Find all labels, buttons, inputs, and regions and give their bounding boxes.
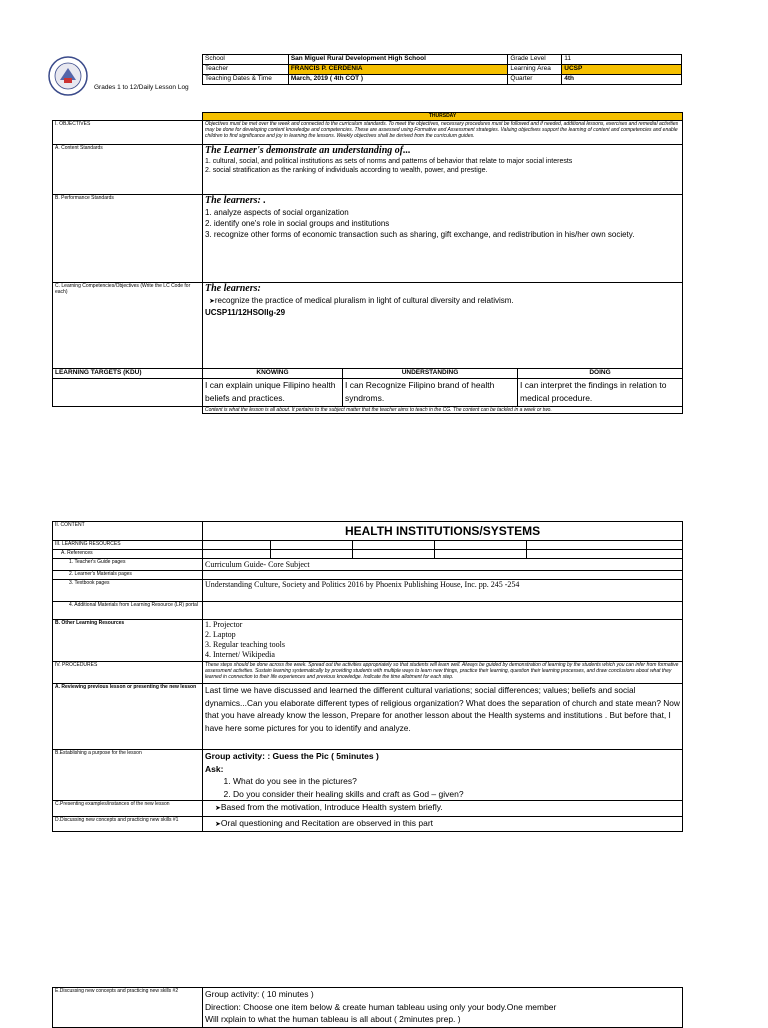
competencies-cell	[203, 283, 683, 369]
step-b-ask: Ask:	[205, 763, 224, 774]
competencies-heading: The learners:	[205, 283, 261, 294]
step-d-label: D.Discussing new concepts and practicing new skills #1	[53, 816, 203, 832]
log-title: Grades 1 to 12/Daily Lesson Log	[94, 84, 189, 91]
other-resource-item: 4. Internet/ Wikipedia	[205, 650, 275, 659]
other-resource-item: 2. Laptop	[205, 630, 236, 639]
step-b-label: B.Establishing a purpose for the lesson	[53, 750, 203, 801]
content-label: II. CONTENT	[53, 522, 203, 541]
knowing-header: KNOWING	[203, 369, 343, 379]
additional-materials-label: 4. Additional Materials from Learning Resource (LR) portal	[53, 602, 203, 620]
performance-standards-cell	[203, 195, 683, 283]
step-e-direction-cont: Will rxplain to what the human tableau is all about ( 2minutes prep. )	[205, 1014, 461, 1024]
tg-value: Curriculum Guide- Core Subject	[203, 559, 683, 571]
resources-label: III. LEARNING RESOURCES	[53, 541, 203, 550]
performance-item: 1. analyze aspects of social organization	[205, 208, 349, 217]
area-value: UCSP	[562, 65, 682, 75]
performance-item: 2. identify one's role in social groups and institutions	[205, 219, 390, 228]
step-b-question: 2. Do you consider their healing skills and craft as God – given?	[233, 788, 680, 801]
objectives-table	[52, 112, 683, 414]
procedures-note: These steps should be done across the week. Spread out the activities appropriately so that students will learn well. Always be guided by demonstration of learning by the students which you can infer from formative assessment activities. Sustain learning systematically by providing students with multiple ways to learn new things, practice their learning, question their learning processes, and draw conclusions about what they learned in connection to their life experiences and previous knowledge. Indicate the time allotment for each step.	[203, 662, 683, 684]
step-c-label: C.Presenting examples/instances of the new lesson	[53, 801, 203, 817]
step-e-label: E.Discussing new concepts and practicing new skills #2	[53, 988, 203, 1028]
tg-label: 1. Teacher's Guide pages	[53, 559, 203, 571]
step-b-cell	[203, 750, 683, 801]
grade-label: Grade Level	[508, 55, 562, 65]
step-e-cell	[203, 988, 683, 1028]
performance-standards-label: B. Performance Standards	[53, 195, 203, 283]
content-standards-heading: The Learner's demonstrate an understanding of...	[205, 145, 411, 156]
deped-seal	[48, 56, 88, 96]
competencies-label: C. Learning Competencies/Objectives (Write the LC Code for each)	[53, 283, 203, 369]
other-resources-cell	[203, 620, 683, 662]
quarter-label: Quarter	[508, 75, 562, 85]
school-label: School	[203, 55, 289, 65]
step-b-question: 1. What do you see in the pictures?	[233, 775, 680, 788]
content-standard-item: 1. cultural, social, and political institutions as sets of norms and patterns of behavior that relate to major social interests	[205, 158, 573, 165]
quarter-value: 4th	[562, 75, 682, 85]
lm-label: 2. Learner's Materials pages	[53, 571, 203, 580]
step-a-label: A. Reviewing previous lesson or presenting the new lesson	[53, 684, 203, 750]
teacher-value: FRANCIS P. CERDENIA	[288, 65, 508, 75]
tb-label: 3. Textbook pages	[53, 580, 203, 602]
performance-item: 3. recognize other forms of economic transaction such as sharing, gift exchange, and redistribution in his/her own society.	[205, 230, 635, 239]
dates-label: Teaching Dates & Time	[203, 75, 289, 85]
content-table	[52, 521, 683, 832]
content-standard-item: 2. social stratification as the ranking of individuals according to wealth, power, and prestige.	[205, 167, 488, 174]
step-a-text: Last time we have discussed and learned the different cultural variations; social differences; values; beliefs and social dynamics...Can you elaborate different types of religious organization? What does the separation of church and state mean? Now that you have already know the lesson, Prepare for another lesson about the Health systems and institutions . But before that, I have here some pictures for you to identify and analyze.	[203, 684, 683, 750]
performance-heading: The learners: .	[205, 195, 266, 206]
knowing-target: I can explain unique Filipino health beliefs and practices.	[203, 379, 343, 407]
doing-header: DOING	[518, 369, 683, 379]
procedures-label: IV. PROCEDURES	[53, 662, 203, 684]
content-standards-label: A. Content Standards	[53, 145, 203, 195]
understanding-header: UNDERSTANDING	[343, 369, 518, 379]
other-resource-item: 1. Projector	[205, 620, 243, 629]
header-table	[202, 54, 682, 85]
step-e-direction: Direction: Choose one item below & create human tableau using only your body.One member	[205, 1001, 557, 1012]
understanding-target: I can Recognize Filipino brand of health syndroms.	[343, 379, 518, 407]
competencies-item: ➤ recognize the practice of medical pluralism in light of cultural diversity and relativism.	[209, 295, 680, 307]
school-value: San Miguel Rural Development High School	[288, 55, 508, 65]
step-b-heading: Group activity: : Guess the Pic ( 5minutes )	[205, 751, 379, 761]
objectives-label: I. OBJECTIVES	[53, 121, 203, 145]
section-e-table	[52, 987, 683, 1028]
other-resources-label: B. Other Learning Resources	[53, 620, 203, 662]
dates-value: March, 2019 ( 4th COT )	[288, 75, 508, 85]
content-title: HEALTH INSTITUTIONS/SYSTEMS	[203, 522, 683, 541]
tb-value: Understanding Culture, Society and Politics 2016 by Phoenix Publishing House, Inc. pp. 245 -254	[203, 580, 683, 602]
step-c-text: ➤ Based from the motivation, Introduce Health system briefly.	[215, 801, 680, 816]
doing-target: I can interpret the findings in relation to medical procedure.	[518, 379, 683, 407]
content-standards-cell	[203, 145, 683, 195]
competencies-code: UCSP11/12HSOIIg-29	[205, 308, 286, 317]
targets-footnote: Content is what the lesson is all about. It pertains to the subject matter that the teacher aims to teach in the CG. The content can be tackled in a week or two.	[203, 407, 683, 414]
references-label: A. References	[53, 550, 203, 559]
other-resource-item: 3. Regular teaching tools	[205, 640, 285, 649]
teacher-label: Teacher	[203, 65, 289, 75]
objectives-note: Objectives must be met over the week and connected to the curriculum standards. To meet the objectives, necessary procedures must be followed and if needed, additional lessons, exercises and remedial activities may be done for developing content knowledge and competencies. These are assessed using Formative and Assessment strategies. Valuing objectives support the learning of content and competencies and enable children to find significance and joy in learning the lessons. Weekly objectives shall be derived from the curriculum guides.	[203, 121, 683, 145]
targets-label: LEARNING TARGETS (KDU)	[53, 369, 203, 379]
step-d-text: ➤ Oral questioning and Recitation are observed in this part	[215, 817, 680, 832]
step-e-heading: Group activity: ( 10 minutes )	[205, 989, 314, 999]
grade-value: 11	[562, 55, 682, 65]
area-label: Learning Area	[508, 65, 562, 75]
day-header: THURSDAY	[203, 113, 683, 121]
